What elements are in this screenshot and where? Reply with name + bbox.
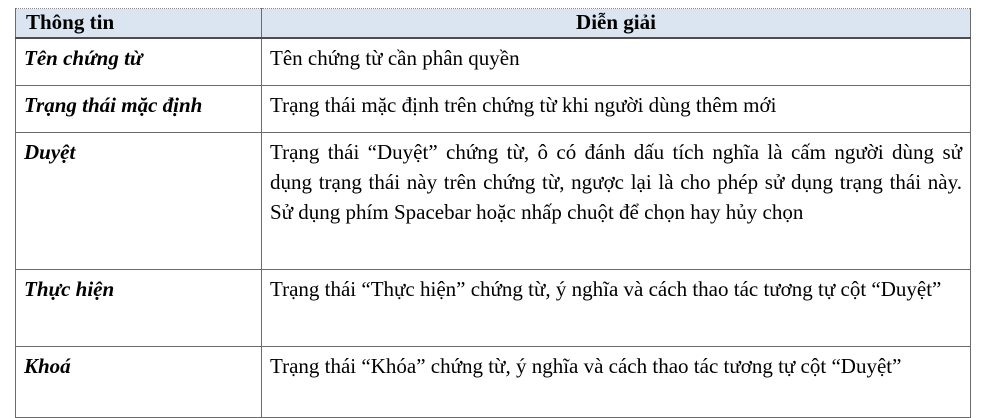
header-thong-tin: Thông tin <box>16 9 262 39</box>
row-term: Trạng thái mặc định <box>16 86 262 133</box>
row-description: Trạng thái “Thực hiện” chứng từ, ý nghĩa và cách thao tác tương tự cột “Duyệt” <box>262 270 971 347</box>
table-row <box>16 86 971 133</box>
header-dien-giai: Diễn giải <box>262 9 971 39</box>
row-term: Thực hiện <box>16 270 262 347</box>
row-description: Trạng thái “Duyệt” chứng từ, ô có đánh dấu tích nghĩa là cấm người dùng sử dụng trạng thái này trên chứng từ, ngược lại là cho phép sử dụng trạng thái này. Sử dụng phím Spacebar hoặc nhấp chuột để chọn hay hủy chọn <box>262 133 971 270</box>
row-description: Tên chứng từ cần phân quyền <box>262 38 971 86</box>
row-description: Trạng thái “Khóa” chứng từ, ý nghĩa và cách thao tác tương tự cột “Duyệt” <box>262 347 971 418</box>
table-row <box>16 38 971 86</box>
row-description: Trạng thái mặc định trên chứng từ khi người dùng thêm mới <box>262 86 971 133</box>
table-row <box>16 270 971 347</box>
row-term: Khoá <box>16 347 262 418</box>
table-row <box>16 347 971 418</box>
table-header-row <box>16 9 971 39</box>
row-term: Duyệt <box>16 133 262 270</box>
table-row <box>16 133 971 270</box>
row-term: Tên chứng từ <box>16 38 262 86</box>
info-table <box>15 8 971 418</box>
